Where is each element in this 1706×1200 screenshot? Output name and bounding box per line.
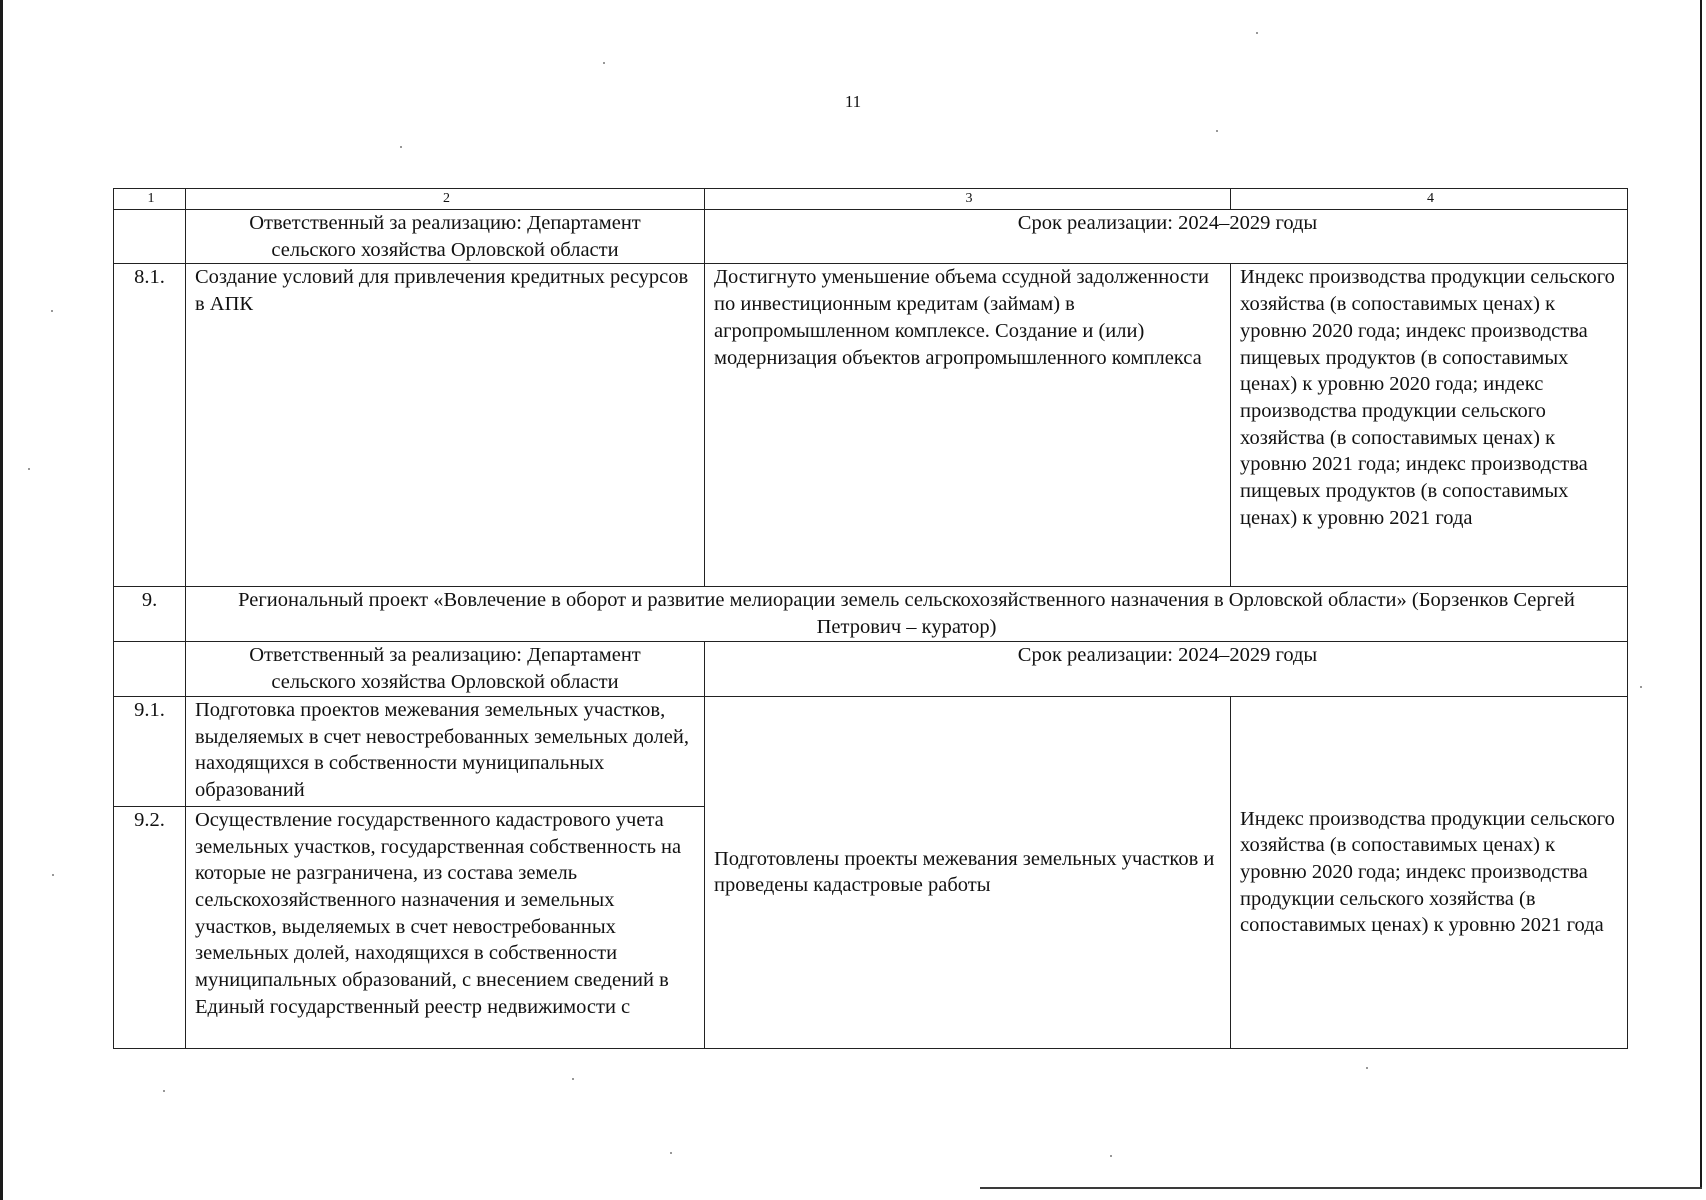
scan-speck	[163, 1090, 165, 1092]
scan-speck	[603, 62, 605, 64]
measures-table	[113, 188, 1628, 1049]
row-number: 9.1.	[114, 696, 186, 806]
table-row-9-project	[114, 587, 1628, 642]
page-edge-right	[1700, 0, 1702, 1188]
indicators-cell: Индекс производства продукции сельского хозяйства (в сопоставимых ценах) к уровню 2020 года; индекс производства продукции сельского хозяйства (в сопоставимых ценах) к уровню 2021 года	[1231, 696, 1628, 1048]
project-title-cell: Региональный проект «Вовлечение в оборот и развитие мелиорации земель сельскохозяйственного назначения в Орловской области» (Борзенков Сергей Петрович – куратор)	[186, 587, 1628, 642]
row-number: 8.1.	[114, 264, 186, 587]
result-cell: Подготовлены проекты межевания земельных участков и проведены кадастровые работы	[705, 696, 1231, 1048]
scan-speck	[572, 1078, 574, 1080]
scan-speck	[1256, 32, 1258, 34]
table-row-9-1	[114, 696, 1628, 806]
page-edge-bottom	[980, 1187, 1702, 1189]
task-cell: Подготовка проектов межевания земельных участков, выделяемых в счет невостребованных земельных долей, находящихся в собственности муниципальных образований	[186, 696, 705, 806]
responsible-cell: Ответственный за реализацию: Департамент сельского хозяйства Орловской области	[186, 210, 705, 264]
empty-number-cell	[114, 210, 186, 264]
term-cell: Срок реализации: 2024–2029 годы	[705, 642, 1628, 696]
scan-speck	[1640, 686, 1642, 688]
scan-speck	[1216, 130, 1218, 132]
page-number: 11	[844, 92, 862, 111]
scan-speck	[52, 874, 54, 876]
term-cell: Срок реализации: 2024–2029 годы	[705, 210, 1628, 264]
page-edge-left	[0, 0, 3, 1200]
scan-speck	[1110, 1155, 1112, 1157]
column-number: 3	[705, 189, 1231, 210]
row-number: 9.	[114, 587, 186, 642]
section-8-header-row	[114, 210, 1628, 264]
row-number: 9.2.	[114, 806, 186, 1048]
column-number-row	[114, 189, 1628, 210]
scan-speck	[51, 310, 53, 312]
scan-speck	[670, 1152, 672, 1154]
result-cell: Достигнуто уменьшение объема ссудной задолженности по инвестиционным кредитам (займам) в агропромышленном комплексе. Создание и (или) модернизация объектов агропромышленного комплекса	[705, 264, 1231, 587]
scan-speck	[400, 146, 402, 148]
task-cell: Осуществление государственного кадастрового учета земельных участков, государственная собственность на которые не разграничена, из состава земель сельскохозяйственного назначения и земельных участков, выделяемых в счет невостребованных земельных долей, находящихся в собственности муниципальных образований, с внесением сведений в Единый государственный реестр недвижимости с	[186, 806, 705, 1048]
responsible-cell: Ответственный за реализацию: Департамент сельского хозяйства Орловской области	[186, 642, 705, 696]
scan-speck	[28, 468, 30, 470]
task-cell: Создание условий для привлечения кредитных ресурсов в АПК	[186, 264, 705, 587]
column-number: 2	[186, 189, 705, 210]
scan-speck	[1366, 1067, 1368, 1069]
table-row-8-1	[114, 264, 1628, 587]
column-number: 4	[1231, 189, 1628, 210]
indicators-cell: Индекс производства продукции сельского хозяйства (в сопоставимых ценах) к уровню 2020 года; индекс производства пищевых продуктов (в сопоставимых ценах) к уровню 2020 года; индекс производства продукции сельского хозяйства (в сопоставимых ценах) к уровню 2021 года; индекс производства пищевых продуктов (в сопоставимых ценах) к уровню 2021 года	[1231, 264, 1628, 587]
column-number: 1	[114, 189, 186, 210]
section-9-header-row	[114, 642, 1628, 696]
empty-number-cell	[114, 642, 186, 696]
